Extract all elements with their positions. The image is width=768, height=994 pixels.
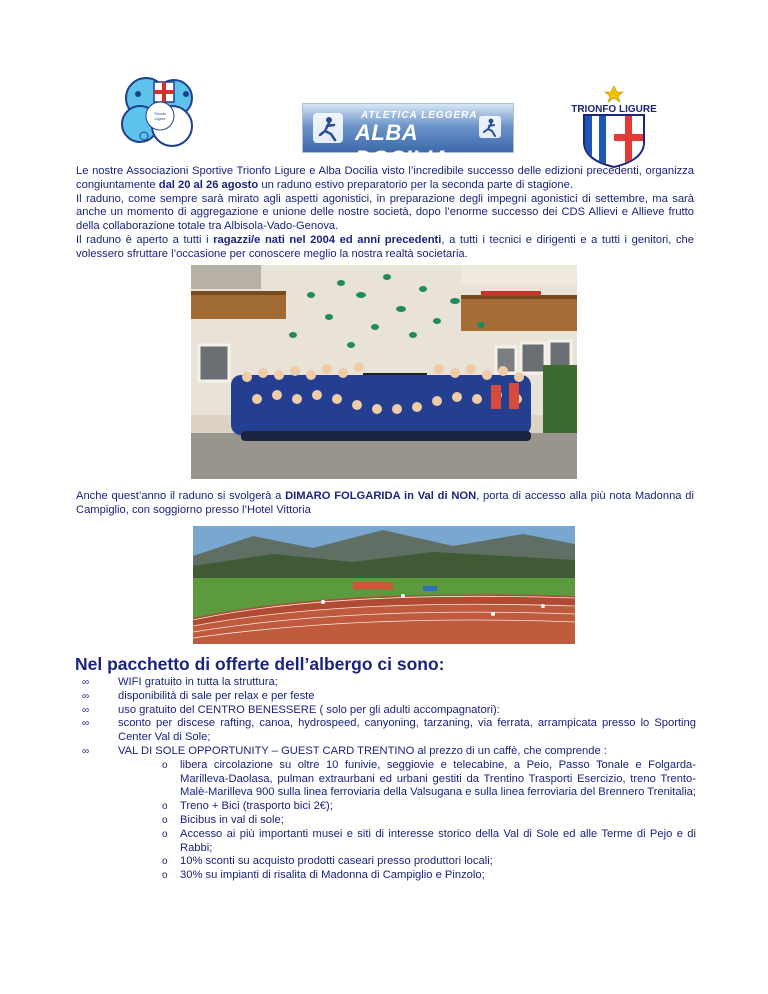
list-item-text: uso gratuito del CENTRO BENESSERE ( solo per gli adulti accompagnatori): [118, 703, 500, 716]
circle-bullet-icon: o [162, 856, 168, 868]
list-item [76, 704, 696, 718]
list-item-text: sconto per discese rafting, canoa, hydrospeed, canyoning, tarzaning, via ferrata, arrampicata presso lo Sporting Center Val di Sole; [118, 717, 696, 744]
location-name: DIMARO FOLGARIDA in Val di NON [285, 490, 477, 502]
sub-list-item-text: libera circolazione su oltre 10 funivie, seggiovie e telecabine, a Peio, Passo Tonale e Folgarda-Marilleva-Daolasa, pulman extraurbani ed urbani gestiti da Trentino Trasporti Esercizio, treno Trento-Malè-Marilleva 900 sulla linea ferroviaria della Valsugana e sulla linea ferroviaria del Brennero Trenitalia; [180, 758, 696, 799]
list-item-text: WIFI gratuito in tutta la struttura; [118, 676, 278, 688]
logo-title: ALBA DOCILIA [355, 120, 449, 171]
list-item [76, 745, 696, 883]
intro-text-1c: un raduno estivo preparatorio per la seconda parte di stagione. [258, 178, 573, 191]
infinity-bullet-icon: ∞ [82, 718, 90, 730]
logo-subtitle: ATLETICA LEGGERA [361, 110, 478, 121]
sub-list-item [118, 814, 696, 828]
intro-paragraph [76, 165, 694, 262]
circle-bullet-icon: o [162, 801, 168, 813]
shield-cross-logo-icon [571, 86, 657, 168]
group-photo [191, 265, 577, 479]
intro-text-2: Il raduno, come sempre sarà mirato agli aspetti agonistici, in preparazione degli impegni agonistici di settembre, ma sarà anche un momento di aggregazione e unione delle nostre società, dopo l’enorme successo dei CDS Allievi e Allieve frutto della collaborazione totale tra Albisola-Vado-Genova. [76, 192, 694, 233]
stadium-photo [193, 526, 575, 644]
svg-text:Trionfo: Trionfo [153, 111, 167, 116]
infinity-bullet-icon: ∞ [82, 690, 90, 702]
sub-list-item-text: 30% su impianti di risalita di Madonna di Campiglio e Pinzolo; [180, 869, 485, 882]
sub-list-item [118, 855, 696, 869]
shield-title: TRIONFO LIGURE [571, 104, 657, 115]
intro-dates: dal 20 al 26 agosto [158, 178, 259, 191]
svg-text:Ligure: Ligure [154, 116, 166, 121]
list-item-text: disponibilità di sale per relax e per feste [118, 689, 315, 702]
infinity-bullet-icon: ∞ [82, 704, 90, 716]
sub-list-item-text: Accesso ai più importanti musei e siti di interesse storico della Val di Sole ed alle Terme di Pejo e di Rabbi; [180, 827, 696, 854]
location-text-c: , porta di accesso alla più nota Madonna di Campiglio, con soggiorno presso l’Hotel Vittoria [76, 490, 694, 516]
sub-list-item [118, 869, 696, 883]
intro-text-3c: , a tutti i tecnici e dirigenti e a tutti i genitori, che volessero sfruttare l’occasione per conoscere meglio la nostra realtà societaria. [76, 233, 695, 260]
list-item [76, 717, 696, 745]
list-item [76, 690, 696, 704]
offers-list [76, 676, 696, 883]
infinity-bullet-icon: ∞ [82, 677, 90, 688]
location-paragraph [76, 490, 694, 518]
intro-text-1a: Le nostre Associazioni Sportive Trionfo Ligure e Alba Docilia visto l’incredibile successo delle edizioni precedenti, organizza congiuntamente [76, 165, 694, 191]
circle-bullet-icon: o [162, 814, 168, 826]
sub-list-item [118, 800, 696, 814]
shamrock-club-logo-icon [116, 72, 204, 156]
circle-bullet-icon: o [162, 828, 168, 840]
list-item-text: VAL DI SOLE OPPORTUNITY – GUEST CARD TRENTINO al prezzo di un caffè, che comprende : [118, 744, 607, 757]
sub-list-item-text: Bicibus in val di sole; [180, 813, 284, 826]
runner-small-icon [479, 116, 501, 138]
sub-list-item [118, 759, 696, 800]
circle-bullet-icon: o [162, 870, 168, 882]
list-item [76, 676, 696, 690]
sub-list-item [118, 828, 696, 856]
location-text-a: Anche quest’anno il raduno si svolgerà a [76, 490, 286, 502]
infinity-bullet-icon: ∞ [82, 745, 90, 757]
alba-docilia-logo [302, 103, 514, 171]
circle-bullet-icon: o [162, 759, 168, 771]
offers-heading: Nel pacchetto di offerte dell’albergo ci sono: [75, 654, 445, 674]
intro-eligibility: ragazzi/e nati nel 2004 ed anni precedenti [213, 233, 442, 246]
intro-text-3a: Il raduno è aperto a tutti i [76, 233, 214, 246]
sub-list-item-text: 10% sconti su acquisto prodotti caseari presso produttori locali; [180, 855, 493, 868]
sub-list-item-text: Treno + Bici (trasporto bici 2€); [180, 800, 333, 813]
guest-card-sublist [118, 759, 696, 883]
runner-figure-icon [313, 113, 343, 143]
